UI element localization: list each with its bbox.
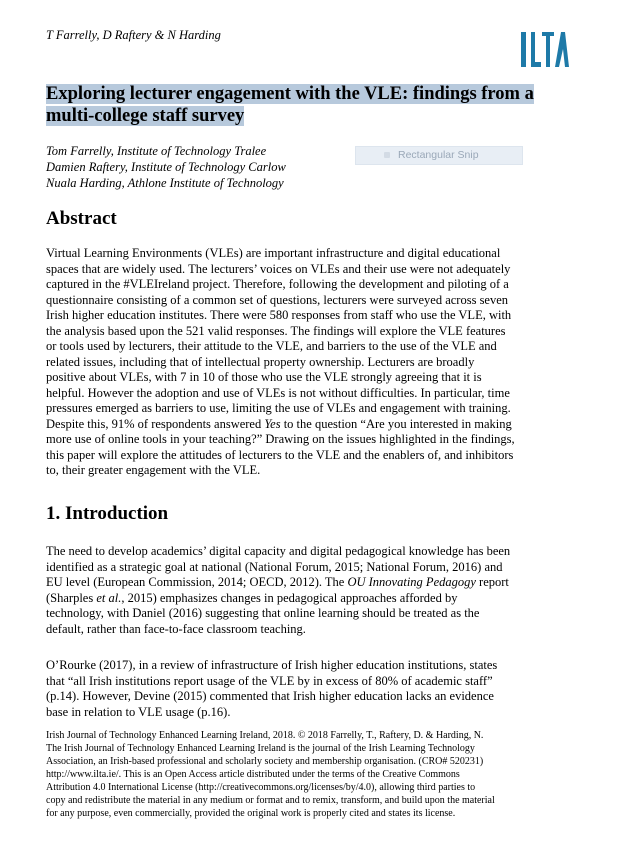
text-line: the analysis based upon the 521 valid responses. The findings will explore the VLE features <box>46 323 506 338</box>
text-line: Irish higher education institutes. There were 580 responses from staff who use the VLE, with <box>46 308 512 322</box>
footer-line: http://www.ilta.ie/. This is an Open Access article distributed under the terms of the Creative Commons <box>46 769 460 780</box>
text-line: related issues, including that of intellectual property ownership. Lecturers are broadly <box>46 354 475 369</box>
snip-icon <box>384 152 390 158</box>
author-line: Nuala Harding, Athlone Institute of Technology <box>46 176 284 190</box>
author-list <box>46 143 286 191</box>
footer-line: Irish Journal of Technology Enhanced Learning Ireland, 2018. © 2018 Farrelly, T., Raftery, D. & Harding, N. <box>46 730 484 741</box>
text-line: The need to develop academics’ digital capacity and digital pedagogical knowledge has been <box>46 544 511 558</box>
paper-title-text: Exploring lecturer engagement with the VLE: findings from a multi-college staff survey <box>46 84 534 126</box>
text-line: positive about VLEs, with 7 in 10 of those who use the VLE strongly agreeing that it is <box>46 370 482 384</box>
abstract-text <box>46 246 581 479</box>
text-line: Virtual Learning Environments (VLEs) are important infrastructure and digital educational <box>46 246 501 260</box>
text-line: default, rather than face-to-face classroom teaching. <box>46 621 306 636</box>
text-run: EU level (European Commission, 2014; OECD, 2012). The <box>46 575 345 589</box>
footer-line: The Irish Journal of Technology Enhanced Learning Ireland is the journal of the Irish Learning Technology <box>46 743 475 754</box>
text-line: technology, with Daniel (2016) suggesting that online learning should be treated as the <box>46 606 480 620</box>
text-line <box>46 417 581 433</box>
text-line <box>46 591 581 607</box>
text-run: , 2015) emphasizes changes in pedagogical approaches afforded by <box>121 590 458 605</box>
author-line: Damien Raftery, Institute of Technology Carlow <box>46 160 286 174</box>
paper-title <box>46 83 546 127</box>
footer-line: copy and redistribute the material in any medium or format and to remix, transform, and build upon the material <box>46 795 495 806</box>
text-line: O’Rourke (2017), in a review of infrastructure of Irish higher education institutions, states <box>46 658 498 672</box>
introduction-paragraph <box>46 658 581 720</box>
emphasis-et-al: et al. <box>96 590 122 605</box>
text-line: more use of online tools in your teaching?” Drawing on the issues highlighted in the findings, <box>46 432 515 446</box>
text-run: report <box>479 575 509 589</box>
snip-label: Rectangular Snip <box>398 149 479 161</box>
text-line: (p.14). However, Devine (2015) commented that Irish higher education lacks an evidence <box>46 689 494 703</box>
text-line <box>46 575 581 591</box>
text-line: that “all Irish institutions report usage of the VLE by in excess of 80% of academic staff” <box>46 673 493 688</box>
text-line: this paper will explore the attitudes of lecturers to the VLE and the enablers of, and inhibitors <box>46 447 514 462</box>
text-line: or tools used by lecturers, their attitude to the VLE, and barriers to the use of the VLE and <box>46 339 497 353</box>
abstract-heading: Abstract <box>46 208 117 229</box>
text-line: helpful. However the adoption and use of VLEs is not without difficulties. In particular, time <box>46 385 510 400</box>
text-line: to, their greater engagement with the VLE. <box>46 463 261 477</box>
introduction-heading: 1. Introduction <box>46 503 169 524</box>
rectangular-snip-tooltip[interactable] <box>355 146 523 165</box>
text-line: spaces that are widely used. The lecturers’ voices on VLEs and their use were not adequately <box>46 261 511 276</box>
license-footer <box>46 729 586 820</box>
footer-line: Association, an Irish-based professional and scholarly society and membership organisation. (CRO# 520231) <box>46 756 484 767</box>
emphasis-report-title: OU Innovating Pedagogy <box>347 575 476 589</box>
text-line: questionnaire consisting of a common set of questions, lecturers were surveyed across seven <box>46 292 509 307</box>
running-head: T Farrelly, D Raftery & N Harding <box>46 28 221 42</box>
text-line: base in relation to VLE usage (p.16). <box>46 704 231 719</box>
footer-line: for any purpose, even commercially, provided the original work is properly cited and states its license. <box>46 808 456 819</box>
author-line: Tom Farrelly, Institute of Technology Tralee <box>46 144 267 158</box>
ilta-logo <box>519 29 569 69</box>
introduction-paragraph <box>46 544 581 637</box>
emphasis-yes: Yes <box>264 416 281 431</box>
text-line: identified as a strategic goal at national (National Forum, 2015; National Forum, 2016) and <box>46 559 503 574</box>
text-line: captured in the #VLEIreland project. Therefore, following the development and piloting of a <box>46 277 509 291</box>
text-run: Despite this, 91% of respondents answered <box>46 416 262 431</box>
text-run: to the question “Are you interested in making <box>283 416 512 431</box>
text-run: (Sharples <box>46 590 94 605</box>
text-line: pressures emerged as barriers to use, limiting the use of VLEs and engagement with training. <box>46 401 511 415</box>
footer-line: Attribution 4.0 International License (http://creativecommons.org/licenses/by/4.0), allowing third parties to <box>46 782 476 793</box>
